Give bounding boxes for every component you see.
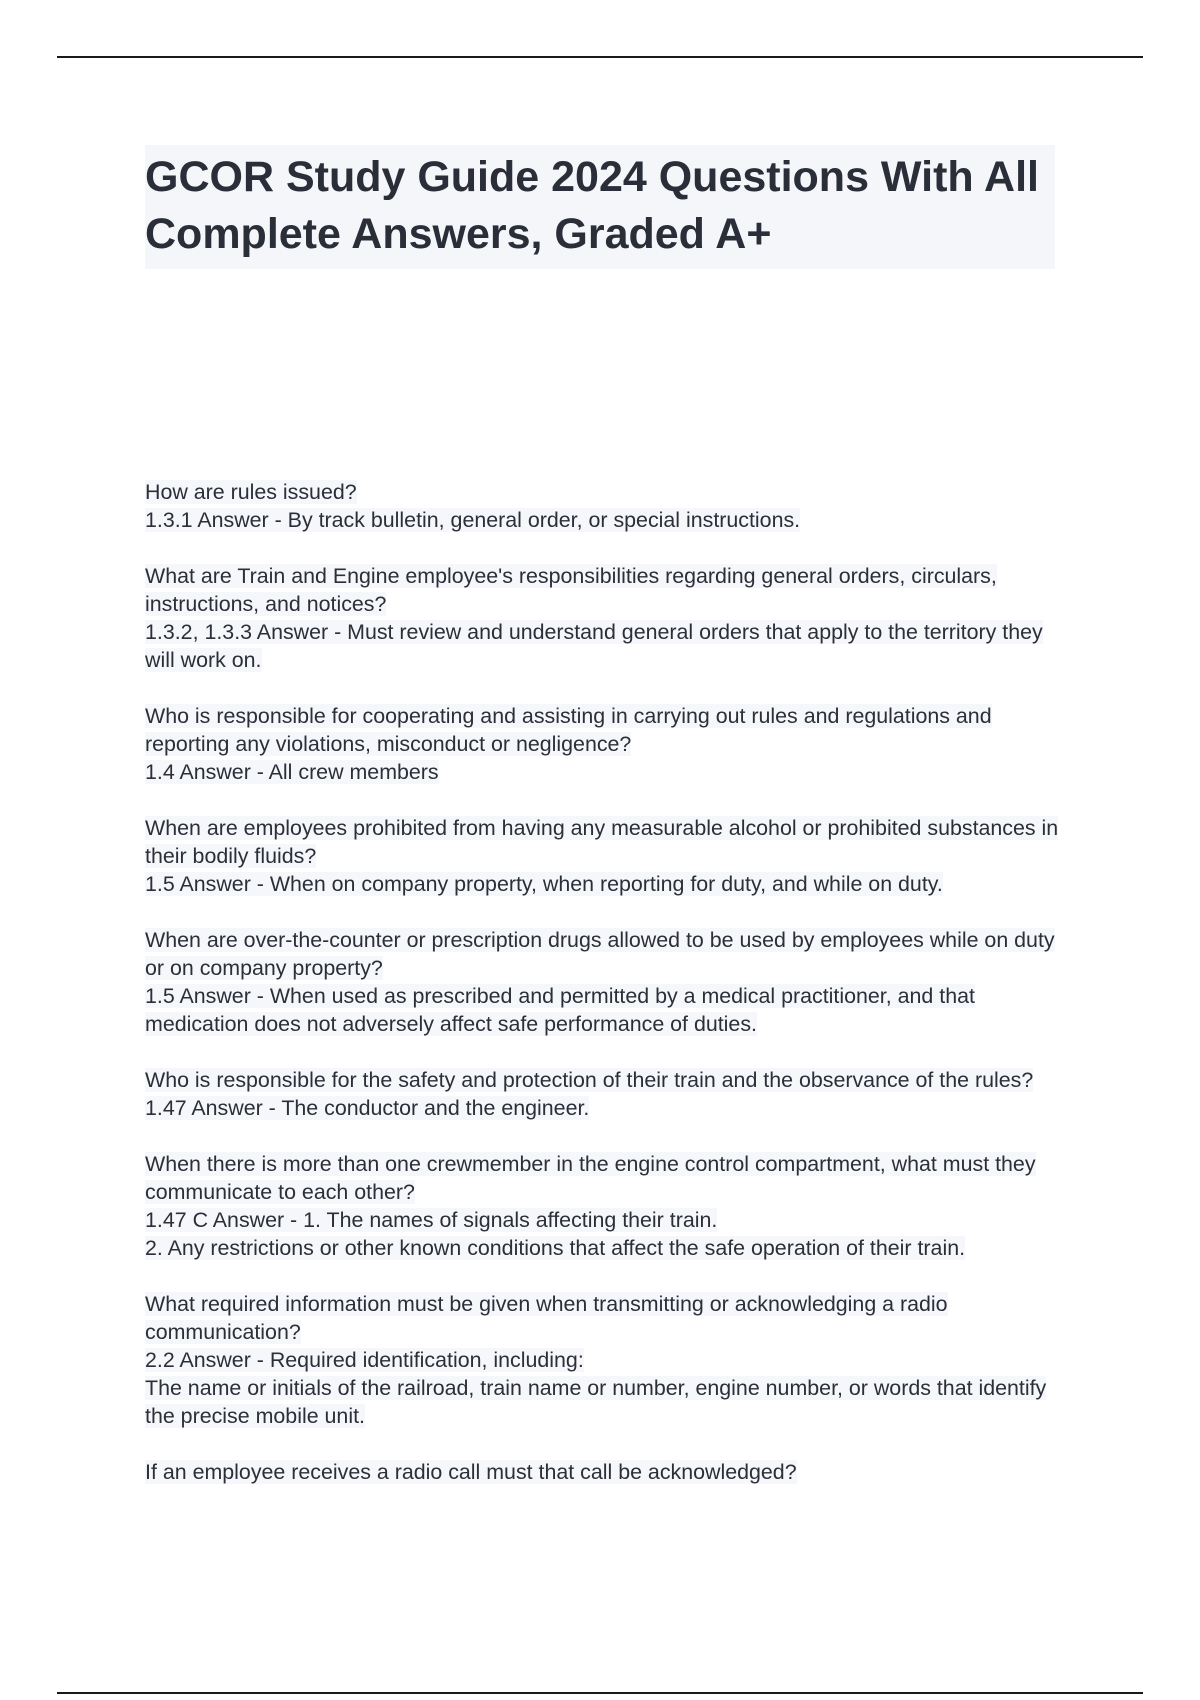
document-title: GCOR Study Guide 2024 Questions With All Complete Answers, Graded A+ [145,145,1055,269]
question-text: What are Train and Engine employee's responsibilities regarding general orders, circulars, instructions, and notices? [145,564,997,616]
question-text: When there is more than one crewmember in the engine control compartment, what must they communicate to each other? [145,1152,1036,1204]
question-text: Who is responsible for cooperating and assisting in carrying out rules and regulations and reporting any violations, misconduct or negligence? [145,704,992,756]
answer-text: 1.3.1 Answer - By track bulletin, general order, or special instructions. [145,508,801,532]
answer-text: 1.47 C Answer - 1. The names of signals affecting their train. 2. Any restrictions or other known conditions that affect the safe operation of their train. [145,1208,966,1260]
answer-text: 2.2 Answer - Required identification, including: The name or initials of the railroad, train name or number, engine number, or words that identify the precise mobile unit. [145,1348,1047,1428]
question-text: If an employee receives a radio call must that call be acknowledged? [145,1460,797,1484]
qa-item [145,1150,1075,1262]
qa-item [145,1458,1075,1486]
question-text: When are over-the-counter or prescription drugs allowed to be used by employees while on duty or on company property? [145,928,1055,980]
qa-item [145,478,1075,534]
qa-item [145,702,1075,786]
top-rule [57,56,1143,58]
answer-text: 1.3.2, 1.3.3 Answer - Must review and understand general orders that apply to the territory they will work on. [145,620,1043,672]
answer-text: 1.5 Answer - When on company property, when reporting for duty, and while on duty. [145,872,943,896]
question-text: What required information must be given when transmitting or acknowledging a radio communication? [145,1292,948,1344]
bottom-rule [57,1692,1143,1694]
qa-item [145,1290,1075,1430]
qa-item [145,562,1075,674]
qa-item [145,1066,1075,1122]
qa-item [145,814,1075,898]
answer-text: 1.47 Answer - The conductor and the engineer. [145,1096,590,1120]
question-text: How are rules issued? [145,480,357,504]
answer-text: 1.4 Answer - All crew members [145,760,439,784]
question-text: When are employees prohibited from having any measurable alcohol or prohibited substances in their bodily fluids? [145,816,1059,868]
qa-item [145,926,1075,1038]
answer-text: 1.5 Answer - When used as prescribed and permitted by a medical practitioner, and that medication does not adversely affect safe performance of duties. [145,984,975,1036]
question-text: Who is responsible for the safety and protection of their train and the observance of the rules? [145,1068,1034,1092]
qa-list [145,478,1075,1514]
